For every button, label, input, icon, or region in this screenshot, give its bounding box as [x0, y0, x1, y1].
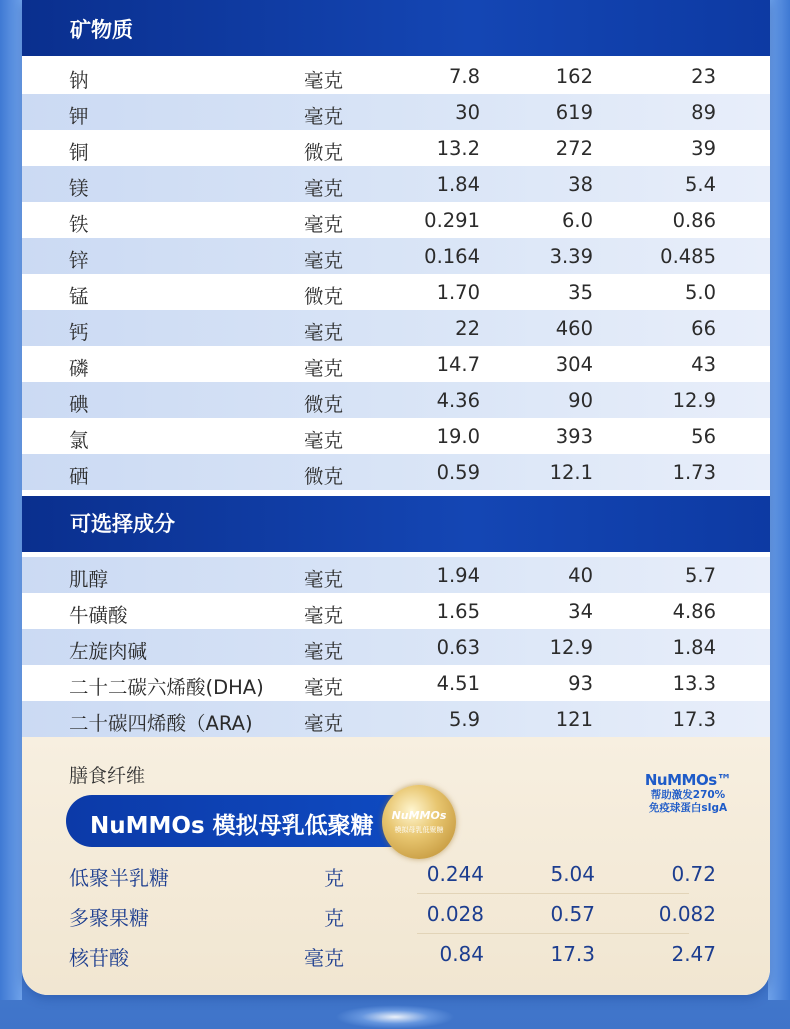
nutrient-name: 铁	[69, 213, 89, 236]
value-per-100ml: 17.3	[672, 708, 716, 731]
table-row	[22, 629, 770, 665]
table-row	[22, 238, 770, 274]
table-row	[22, 593, 770, 629]
value-per-100g: 12.9	[549, 636, 593, 659]
minerals-header	[22, 0, 770, 56]
optional-title: 可选择成分	[70, 512, 175, 536]
unit-cell: 毫克	[304, 712, 344, 735]
unit-cell: 克	[324, 906, 344, 930]
value-per-100ml: 66	[691, 317, 716, 340]
unit-cell: 毫克	[304, 213, 344, 236]
value-per-100g: 5.04	[550, 862, 595, 886]
value-per-100ml: 0.485	[660, 245, 716, 268]
minerals-title: 矿物质	[70, 18, 133, 42]
nummos-banner-text: NuMMOs 模拟母乳低聚糖	[90, 813, 374, 839]
nutrient-name: 钾	[69, 105, 89, 128]
value-per-100g: 90	[568, 389, 593, 412]
table-row	[22, 130, 770, 166]
value-per-100kj: 4.51	[436, 672, 480, 695]
nummos-banner	[66, 795, 426, 847]
table-row	[22, 382, 770, 418]
nutrient-name: 氯	[69, 429, 89, 452]
nutrient-name: 核苷酸	[69, 946, 129, 970]
nutrient-name: 镁	[69, 177, 89, 200]
unit-cell: 毫克	[304, 640, 344, 663]
shield-badge-line3: 免疫球蛋白sIgA	[648, 802, 728, 814]
value-per-100g: 304	[555, 353, 593, 376]
nutrient-name: 牛磺酸	[69, 604, 128, 627]
value-per-100ml: 0.082	[658, 902, 716, 926]
unit-cell: 毫克	[304, 105, 344, 128]
value-per-100g: 17.3	[550, 942, 595, 966]
value-per-100g: 3.39	[549, 245, 593, 268]
value-per-100ml: 4.86	[672, 600, 716, 623]
value-per-100kj: 7.8	[448, 65, 480, 88]
nutrient-name: 碘	[69, 393, 89, 416]
table-row	[22, 166, 770, 202]
unit-cell: 毫克	[304, 249, 344, 272]
value-per-100kj: 19.0	[436, 425, 480, 448]
value-per-100ml: 39	[691, 137, 716, 160]
table-row	[22, 94, 770, 130]
value-per-100g: 38	[568, 173, 593, 196]
optional-table	[22, 557, 770, 737]
bottom-glow	[335, 1005, 455, 1029]
gold-seal-line1: NuMMOs	[391, 809, 447, 822]
value-per-100g: 93	[568, 672, 593, 695]
nutrient-name: 肌醇	[69, 568, 109, 591]
nutrient-name: 左旋肉碱	[69, 640, 148, 663]
shield-badge-line2: 帮助激发270%	[650, 789, 726, 801]
table-row	[22, 58, 770, 94]
unit-cell: 毫克	[304, 357, 344, 380]
value-per-100ml: 89	[691, 101, 716, 124]
value-per-100kj: 1.70	[436, 281, 480, 304]
table-row	[22, 894, 770, 934]
nutrient-name: 二十二碳六烯酸(DHA)	[69, 676, 264, 699]
value-per-100kj: 4.36	[436, 389, 480, 412]
table-row	[22, 418, 770, 454]
table-row	[22, 665, 770, 701]
unit-cell: 毫克	[304, 321, 344, 344]
value-per-100kj: 30	[455, 101, 480, 124]
nutrient-name: 二十碳四烯酸（ARA)	[69, 712, 253, 735]
value-per-100g: 393	[555, 425, 593, 448]
fiber-section	[22, 737, 770, 995]
nutrient-name: 低聚半乳糖	[69, 866, 169, 890]
value-per-100g: 0.57	[550, 902, 595, 926]
value-per-100kj: 14.7	[436, 353, 480, 376]
nummos-shield-badge	[638, 771, 738, 831]
frame-right	[768, 0, 790, 1000]
table-row	[22, 202, 770, 238]
unit-cell: 微克	[304, 465, 344, 488]
value-per-100ml: 5.7	[684, 564, 716, 587]
value-per-100ml: 0.86	[672, 209, 716, 232]
value-per-100ml: 5.0	[684, 281, 716, 304]
table-row	[22, 346, 770, 382]
unit-cell: 毫克	[304, 69, 344, 92]
value-per-100ml: 5.4	[684, 173, 716, 196]
value-per-100g: 40	[568, 564, 593, 587]
unit-cell: 微克	[304, 141, 344, 164]
shield-badge-line1: NuMMOs™	[644, 771, 732, 789]
value-per-100kj: 0.028	[426, 902, 484, 926]
value-per-100kj: 1.94	[436, 564, 480, 587]
unit-cell: 毫克	[304, 604, 344, 627]
value-per-100kj: 0.59	[436, 461, 480, 484]
table-row	[22, 701, 770, 737]
unit-cell: 毫克	[304, 429, 344, 452]
nutrient-name: 锌	[69, 249, 89, 272]
nutrient-name: 硒	[69, 465, 89, 488]
value-per-100ml: 56	[691, 425, 716, 448]
value-per-100g: 460	[555, 317, 593, 340]
table-row	[22, 557, 770, 593]
table-row	[22, 934, 770, 974]
table-row	[22, 854, 770, 894]
gold-seal-line2: 模拟母乳低聚糖	[394, 826, 444, 834]
value-per-100ml: 13.3	[672, 672, 716, 695]
value-per-100g: 121	[555, 708, 593, 731]
minerals-table	[22, 58, 770, 490]
unit-cell: 克	[324, 866, 344, 890]
nutrient-name: 钠	[69, 69, 89, 92]
value-per-100kj: 5.9	[448, 708, 480, 731]
value-per-100ml: 23	[691, 65, 716, 88]
value-per-100kj: 0.244	[426, 862, 484, 886]
value-per-100g: 619	[555, 101, 593, 124]
value-per-100kj: 1.65	[436, 600, 480, 623]
unit-cell: 微克	[304, 393, 344, 416]
nutrient-name: 钙	[69, 321, 89, 344]
unit-cell: 毫克	[304, 676, 344, 699]
value-per-100ml: 12.9	[672, 389, 716, 412]
value-per-100kj: 1.84	[436, 173, 480, 196]
frame-left	[0, 0, 22, 1000]
value-per-100ml: 43	[691, 353, 716, 376]
value-per-100kj: 0.291	[424, 209, 480, 232]
value-per-100kj: 13.2	[436, 137, 480, 160]
value-per-100kj: 0.84	[439, 942, 484, 966]
unit-cell: 微克	[304, 285, 344, 308]
value-per-100kj: 0.63	[436, 636, 480, 659]
value-per-100g: 35	[568, 281, 593, 304]
value-per-100ml: 2.47	[671, 942, 716, 966]
fiber-label: 膳食纤维	[69, 765, 146, 787]
unit-cell: 毫克	[304, 568, 344, 591]
value-per-100ml: 1.73	[672, 461, 716, 484]
value-per-100g: 6.0	[561, 209, 593, 232]
table-row	[22, 310, 770, 346]
optional-header	[22, 496, 770, 552]
nummos-gold-seal-icon	[382, 785, 456, 859]
nutrient-name: 铜	[69, 141, 89, 164]
nutrition-card	[22, 0, 770, 995]
nutrient-name: 多聚果糖	[69, 906, 149, 930]
unit-cell: 毫克	[304, 946, 344, 970]
value-per-100kj: 0.164	[424, 245, 480, 268]
value-per-100ml: 1.84	[672, 636, 716, 659]
value-per-100ml: 0.72	[671, 862, 716, 886]
table-row	[22, 454, 770, 490]
value-per-100g: 162	[555, 65, 593, 88]
value-per-100g: 272	[555, 137, 593, 160]
table-row	[22, 274, 770, 310]
value-per-100g: 12.1	[549, 461, 593, 484]
unit-cell: 毫克	[304, 177, 344, 200]
nutrient-name: 锰	[69, 285, 89, 308]
value-per-100g: 34	[568, 600, 593, 623]
nutrient-name: 磷	[69, 357, 89, 380]
value-per-100kj: 22	[455, 317, 480, 340]
